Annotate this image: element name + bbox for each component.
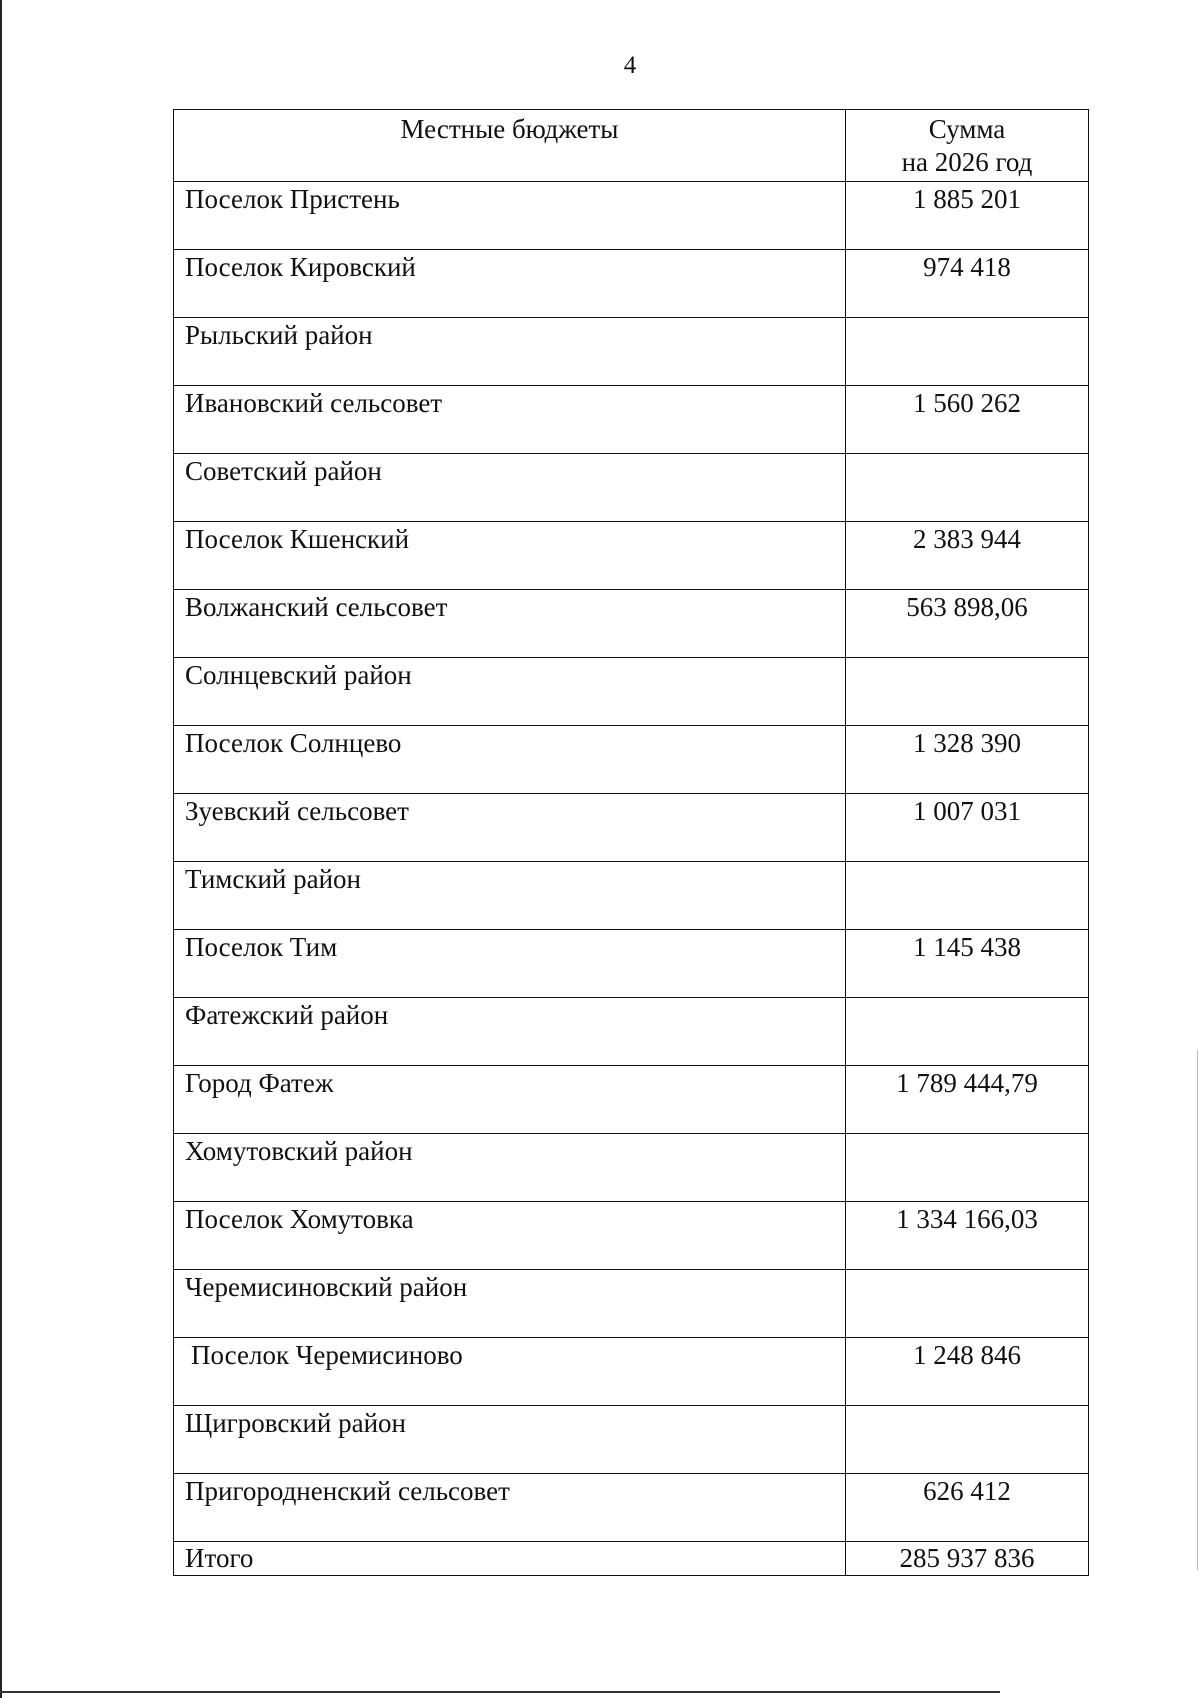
row-name: Щигровский район xyxy=(185,1408,406,1438)
row-name-cell xyxy=(174,318,846,386)
row-name: Рыльский район xyxy=(185,320,373,350)
table-row xyxy=(174,658,1089,726)
row-name: Поселок Кшенский xyxy=(185,524,410,554)
row-name: Тимский район xyxy=(185,864,361,894)
row-name-cell xyxy=(174,386,846,454)
row-name-cell xyxy=(174,1270,846,1338)
budget-table xyxy=(173,109,1089,1576)
row-amount-cell xyxy=(846,250,1089,318)
row-name: Ивановский сельсовет xyxy=(185,388,443,418)
row-name-cell xyxy=(174,998,846,1066)
row-amount-cell xyxy=(846,794,1089,862)
row-amount-cell xyxy=(846,182,1089,250)
row-amount: 1 789 444,79 xyxy=(896,1068,1038,1098)
row-name: Пригородненский сельсовет xyxy=(185,1476,510,1506)
row-name-cell xyxy=(174,1338,846,1406)
row-name-cell xyxy=(174,726,846,794)
row-name: Поселок Хомутовка xyxy=(185,1204,414,1234)
table-row xyxy=(174,1474,1089,1542)
table-body xyxy=(174,110,1089,1576)
table-row xyxy=(174,318,1089,386)
row-amount-cell xyxy=(846,1202,1089,1270)
total-amount-cell xyxy=(846,1542,1089,1576)
row-name: Солнцевский район xyxy=(185,660,412,690)
table-row xyxy=(174,930,1089,998)
row-amount-cell xyxy=(846,998,1089,1066)
row-amount-cell xyxy=(846,1270,1089,1338)
table-row xyxy=(174,1202,1089,1270)
row-name-cell xyxy=(174,930,846,998)
scan-edge-right xyxy=(1197,1050,1198,1570)
total-name-cell xyxy=(174,1542,846,1576)
row-amount: 1 560 262 xyxy=(913,388,1021,418)
row-amount: 1 334 166,03 xyxy=(896,1204,1038,1234)
row-name: Фатежский район xyxy=(185,1000,389,1030)
row-amount: 1 885 201 xyxy=(913,184,1021,214)
table-row xyxy=(174,522,1089,590)
row-name-cell xyxy=(174,658,846,726)
row-amount: 2 383 944 xyxy=(913,524,1021,554)
row-amount-cell xyxy=(846,318,1089,386)
table-row xyxy=(174,1406,1089,1474)
row-amount: 563 898,06 xyxy=(906,592,1028,622)
row-amount-cell xyxy=(846,1338,1089,1406)
scan-edge-bottom xyxy=(0,1691,1000,1693)
row-name-cell xyxy=(174,1474,846,1542)
row-name-cell xyxy=(174,1406,846,1474)
row-amount: 1 145 438 xyxy=(913,932,1021,962)
row-amount-cell xyxy=(846,658,1089,726)
row-name-cell xyxy=(174,454,846,522)
row-name-cell xyxy=(174,182,846,250)
row-name-cell xyxy=(174,1066,846,1134)
table-total-row xyxy=(174,1542,1089,1576)
row-name: Поселок Солнцево xyxy=(185,728,402,758)
row-amount-cell xyxy=(846,590,1089,658)
header-amount-label-line2: на 2026 год xyxy=(901,147,1033,177)
row-amount: 974 418 xyxy=(923,252,1011,282)
row-name-cell xyxy=(174,522,846,590)
row-name-cell xyxy=(174,794,846,862)
header-name-cell xyxy=(174,110,846,182)
row-name-cell xyxy=(174,1134,846,1202)
row-amount-cell xyxy=(846,1066,1089,1134)
row-name: Советский район xyxy=(185,456,382,486)
row-name: Зуевский сельсовет xyxy=(185,796,409,826)
table-row xyxy=(174,250,1089,318)
row-amount-cell xyxy=(846,1474,1089,1542)
table-row xyxy=(174,726,1089,794)
row-amount: 1 328 390 xyxy=(913,728,1021,758)
row-name: Черемисиновский район xyxy=(185,1272,468,1302)
row-amount-cell xyxy=(846,1406,1089,1474)
table-row xyxy=(174,454,1089,522)
table-row xyxy=(174,1338,1089,1406)
table-row xyxy=(174,590,1089,658)
row-name: Поселок Черемисиново xyxy=(191,1340,463,1370)
row-amount-cell xyxy=(846,726,1089,794)
scan-edge-left xyxy=(0,0,2,1698)
row-name: Поселок Кировский xyxy=(185,252,416,282)
row-amount-cell xyxy=(846,1134,1089,1202)
row-amount: 1 248 846 xyxy=(913,1340,1021,1370)
table-row xyxy=(174,862,1089,930)
page-number: 4 xyxy=(623,52,637,79)
table-row xyxy=(174,182,1089,250)
total-amount: 285 937 836 xyxy=(899,1543,1035,1573)
row-name: Волжанский сельсовет xyxy=(185,592,448,622)
row-name: Поселок Тим xyxy=(185,932,338,962)
row-amount-cell xyxy=(846,522,1089,590)
header-amount-label-line1: Сумма xyxy=(928,114,1006,144)
table-row xyxy=(174,386,1089,454)
row-name: Поселок Пристень xyxy=(185,184,400,214)
table-row xyxy=(174,794,1089,862)
row-name: Город Фатеж xyxy=(185,1068,334,1098)
row-name-cell xyxy=(174,590,846,658)
row-amount: 1 007 031 xyxy=(913,796,1021,826)
row-name-cell xyxy=(174,862,846,930)
header-amount-cell xyxy=(846,110,1089,182)
row-name-cell xyxy=(174,1202,846,1270)
row-name-cell xyxy=(174,250,846,318)
row-amount-cell xyxy=(846,862,1089,930)
row-name: Хомутовский район xyxy=(185,1136,413,1166)
row-amount: 626 412 xyxy=(923,1476,1011,1506)
total-label: Итого xyxy=(185,1543,254,1573)
row-amount-cell xyxy=(846,386,1089,454)
table-row xyxy=(174,998,1089,1066)
table-row xyxy=(174,1134,1089,1202)
row-amount-cell xyxy=(846,454,1089,522)
table-row xyxy=(174,1066,1089,1134)
header-name-label: Местные бюджеты xyxy=(400,114,619,144)
row-amount-cell xyxy=(846,930,1089,998)
table-header-row xyxy=(174,110,1089,182)
table-row xyxy=(174,1270,1089,1338)
